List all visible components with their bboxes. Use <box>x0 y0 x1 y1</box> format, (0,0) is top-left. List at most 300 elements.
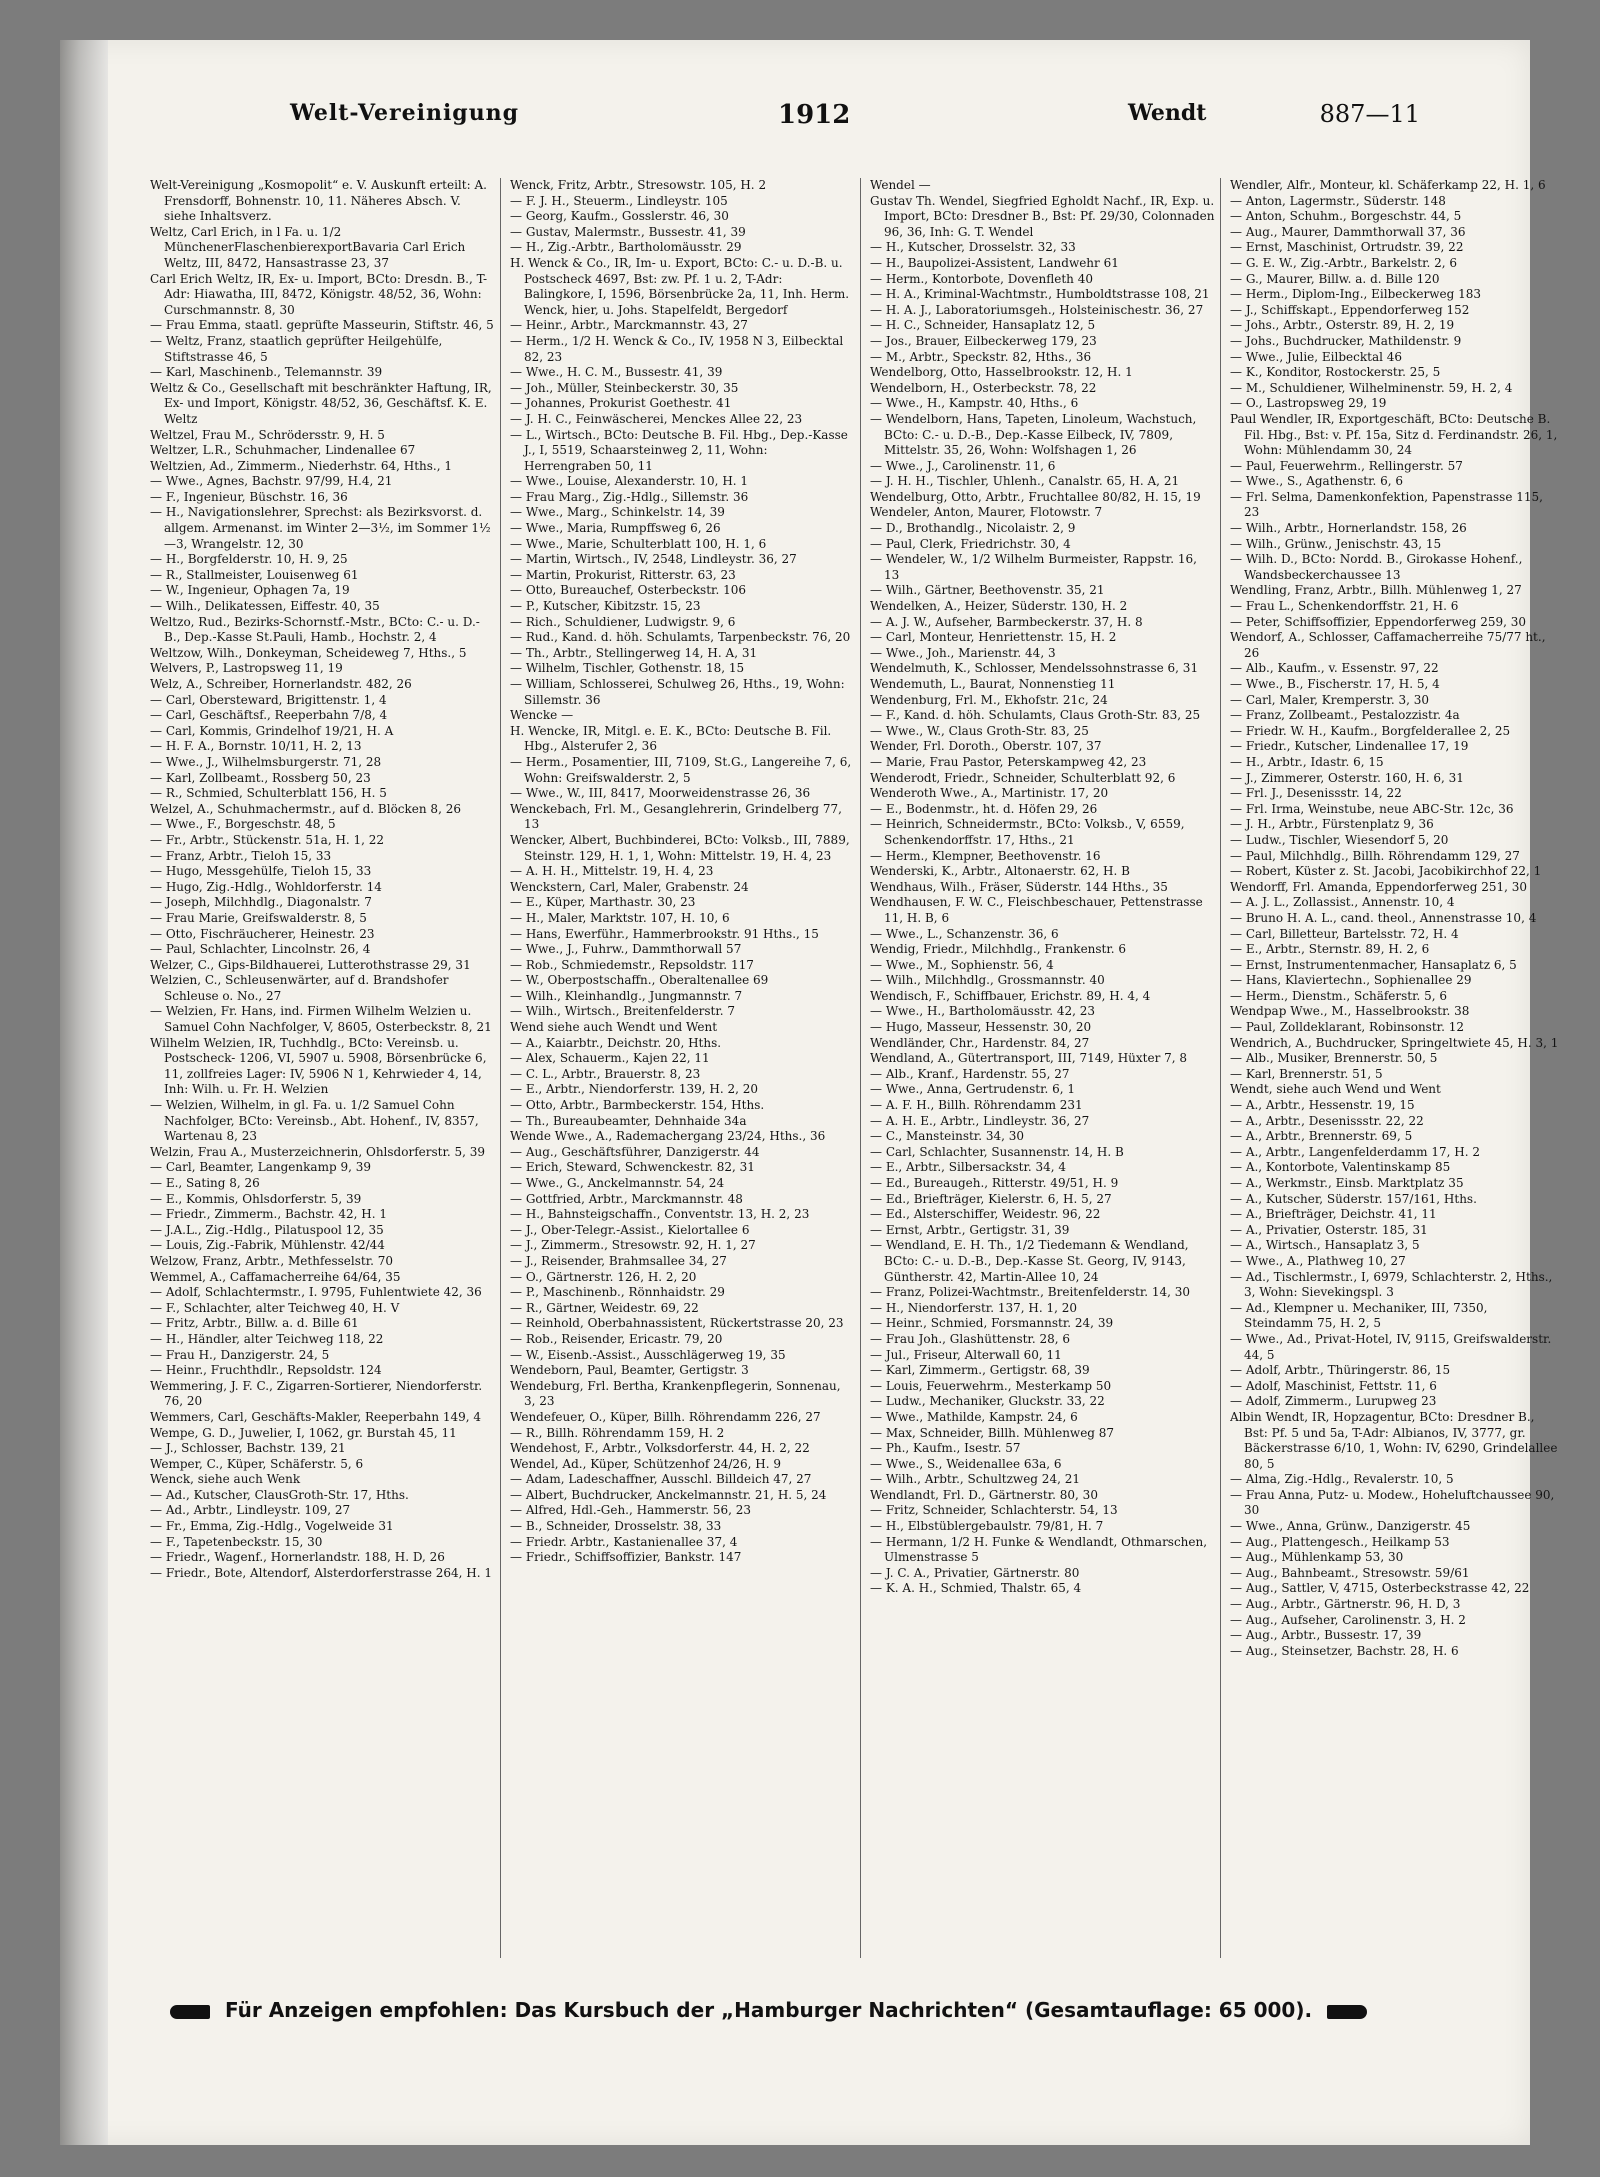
directory-entry: — Wwe., Mathilde, Kampstr. 24, 6 <box>870 1409 1078 1424</box>
directory-entry: — Carl, Obersteward, Brigittenstr. 1, 4 <box>150 692 387 707</box>
directory-entry: — Ed., Alsterschiffer, Weidestr. 96, 22 <box>870 1207 1101 1222</box>
directory-entry: Weltzo, Rud., Bezirks-Schornstf.-Mstr., BCto: C.- u. D.-B., Dep.-Kasse St.Pauli, Hamb., Hochstr. 2, 4 <box>150 614 480 645</box>
directory-entry: — Friedr., Bote, Altendorf, Alsterdorferstrasse 264, H. 1 <box>150 1565 493 1580</box>
directory-entry: — Aug., Arbtr., Bussestr. 17, 39 <box>1230 1628 1422 1643</box>
directory-entry: Wenderoth Wwe., A., Martinistr. 17, 20 <box>870 786 1109 801</box>
directory-entry: — Frau Emma, staatl. geprüfte Masseurin, Stiftstr. 46, 5 <box>150 318 494 333</box>
directory-entry: — K., Konditor, Rostockerstr. 25, 5 <box>1230 365 1441 380</box>
directory-entry: — Frau Anna, Putz- u. Modew., Hoheluftchaussee 90, 30 <box>1230 1487 1555 1518</box>
directory-entry: — H., Niendorferstr. 137, H. 1, 20 <box>870 1300 1077 1315</box>
directory-entry: Wendling, Franz, Arbtr., Billh. Mühlenweg 1, 27 <box>1230 583 1522 598</box>
directory-entry: H. Wencke, IR, Mitgl. e. E. K., BCto: Deutsche B. Fil. Hbg., Alsterufer 2, 36 <box>510 723 832 754</box>
directory-entry: — H., Maler, Marktstr. 107, H. 10, 6 <box>510 910 730 925</box>
directory-entry: — Herm., 1/2 H. Wenck & Co., IV, 1958 N 3, Eilbecktal 82, 23 <box>510 333 844 364</box>
directory-entry: Wendorf, A., Schlosser, Caffamacherreihe 75/77 ht., 26 <box>1230 630 1546 660</box>
directory-entry: — F., Schlachter, alter Teichweg 40, H. V <box>150 1300 400 1315</box>
directory-entry: Wendefeuer, O., Küper, Billh. Röhrendamm 226, 27 <box>510 1409 821 1424</box>
directory-entry: — A., Arbtr., Langenfelderdamm 17, H. 2 <box>1230 1144 1480 1159</box>
directory-entry: — E., Arbtr., Silbersackstr. 34, 4 <box>870 1160 1067 1175</box>
directory-entry: Wemmering, J. F. C., Zigarren-Sortierer, Niendorferstr. 76, 20 <box>150 1378 483 1409</box>
header-right-keyword: Wendt <box>1128 100 1207 126</box>
directory-entry: — Aug., Arbtr., Gärtnerstr. 96, H. D, 3 <box>1230 1597 1461 1612</box>
directory-entry: Wemmers, Carl, Geschäfts-Makler, Reeperbahn 149, 4 <box>150 1409 482 1424</box>
directory-entry: — A. H. H., Mittelstr. 19, H. 4, 23 <box>510 864 714 879</box>
directory-entry: — Reinhold, Oberbahnassistent, Rückertstrasse 20, 23 <box>510 1316 844 1331</box>
directory-entry: — Aug., Mühlenkamp 53, 30 <box>1230 1550 1404 1565</box>
directory-entry: — Max, Schneider, Billh. Mühlenweg 87 <box>870 1425 1115 1440</box>
directory-entry: — Ed., Bureaugeh., Ritterstr. 49/51, H. 9 <box>870 1176 1119 1190</box>
directory-entry: — Franz, Polizei-Wachtmstr., Breitenfelderstr. 14, 30 <box>870 1285 1191 1300</box>
directory-entry: Wendlandt, Frl. D., Gärtnerstr. 80, 30 <box>870 1487 1098 1502</box>
directory-entry: — A. F. H., Billh. Röhrendamm 231 <box>870 1098 1083 1113</box>
directory-entry: — Erich, Steward, Schwenckestr. 82, 31 <box>510 1160 755 1175</box>
directory-entry: — Ernst, Arbtr., Gertigstr. 31, 39 <box>870 1222 1070 1237</box>
directory-entry: — Martin, Wirtsch., IV, 2548, Lindleystr. 36, 27 <box>510 552 797 567</box>
directory-entry: Wendemuth, L., Baurat, Nonnenstieg 11 <box>870 677 1116 691</box>
directory-entry: — Albert, Buchdrucker, Anckelmannstr. 21, H. 5, 24 <box>510 1487 827 1502</box>
directory-entry: — Fritz, Schneider, Schlachterstr. 54, 13 <box>870 1503 1118 1518</box>
directory-entry: — Fr., Emma, Zig.-Hdlg., Vogelweide 31 <box>150 1519 394 1534</box>
directory-entry: — H., Borgfelderstr. 10, H. 9, 25 <box>150 552 348 567</box>
directory-entry: — O., Gärtnerstr. 126, H. 2, 20 <box>510 1269 697 1284</box>
directory-entry: — Weltz, Franz, staatlich geprüfter Heilgehülfe, Stiftstrasse 46, 5 <box>150 333 443 364</box>
directory-entry: — Alex, Schauerm., Kajen 22, 11 <box>510 1051 710 1066</box>
pointing-hand-icon <box>1327 2005 1367 2019</box>
directory-entry: Wenderski, K., Arbtr., Altonaerstr. 62, H. B <box>870 864 1130 879</box>
pointing-hand-icon <box>170 2005 210 2019</box>
directory-entry: — Th., Arbtr., Stellingerweg 14, H. A, 31 <box>510 645 758 660</box>
directory-entry: — E., Bodenmstr., ht. d. Höfen 29, 26 <box>870 801 1098 816</box>
directory-entry: — Carl, Maler, Kremperstr. 3, 30 <box>1230 692 1430 707</box>
directory-entry: — Adolf, Maschinist, Fettstr. 11, 6 <box>1230 1378 1437 1393</box>
directory-entry: — A., Kontorbote, Valentinskamp 85 <box>1230 1160 1451 1175</box>
directory-entry: — Franz, Zollbeamt., Pestalozzistr. 4a <box>1230 708 1460 723</box>
directory-entry: — Wwe., A., Plathweg 10, 27 <box>1230 1253 1406 1268</box>
directory-entry: Wendhaus, Wilh., Fräser, Süderstr. 144 Hths., 35 <box>870 879 1168 894</box>
directory-entry: — H. A. J., Laboratoriumsgeh., Holsteinischestr. 36, 27 <box>870 302 1204 317</box>
directory-entry: — Frau H., Danzigerstr. 24, 5 <box>150 1347 330 1362</box>
page-header <box>290 100 1420 140</box>
directory-entry: — Hugo, Messgehülfe, Tieloh 15, 33 <box>150 864 372 879</box>
directory-entry: — M., Schuldiener, Wilhelminenstr. 59, H. 2, 4 <box>1230 380 1513 395</box>
column-divider <box>860 178 861 1958</box>
directory-entry: — A., Kaiarbtr., Deichstr. 20, Hths. <box>510 1035 722 1050</box>
directory-entry: Wendel — <box>870 178 931 192</box>
directory-entry: — Wwe., Marg., Schinkelstr. 14, 39 <box>510 505 725 520</box>
directory-entry: — J. H., Arbtr., Fürstenplatz 9, 36 <box>1230 817 1434 832</box>
directory-entry: — A., Privatier, Osterstr. 185, 31 <box>1230 1222 1428 1237</box>
directory-entry: — Aug., Bahnbeamt., Stresowstr. 59/61 <box>1230 1565 1470 1580</box>
directory-entry: — Ad., Arbtr., Lindleystr. 109, 27 <box>150 1503 351 1518</box>
directory-entry: — Karl, Zollbeamt., Rossberg 50, 23 <box>150 770 371 785</box>
directory-entry: — Carl, Billetteur, Bartelsstr. 72, H. 4 <box>1230 926 1459 941</box>
directory-entry: — Wilh., Gärtner, Beethovenstr. 35, 21 <box>870 583 1105 598</box>
directory-entry: — Heinrich, Schneidermstr., BCto: Volksb., V, 6559, Schenkendorffstr. 17, Hths., 21 <box>870 817 1185 847</box>
directory-entry: Gustav Th. Wendel, Siegfried Egholdt Nachf., IR, Exp. u. Import, BCto: Dresdner B., Bst: Pf. 29/30, Colonnaden 96, 36, Inh: G. T. Wendel <box>870 193 1215 239</box>
directory-entry: — Paul, Zolldeklarant, Robinsonstr. 12 <box>1230 1020 1464 1035</box>
directory-entry: — Welzien, Wilhelm, in gl. Fa. u. 1/2 Samuel Cohn Nachfolger, BCto: Vereinsb., Abt. Hohenf., IV, 8357, Wartenau 8, 23 <box>150 1098 479 1144</box>
directory-entry: Wendig, Friedr., Milchhdlg., Frankenstr. 6 <box>870 942 1127 957</box>
directory-entry: Wemper, C., Küper, Schäferstr. 5, 6 <box>150 1456 364 1471</box>
directory-entry: — Frau L., Schenkendorffstr. 21, H. 6 <box>1230 599 1459 614</box>
directory-entry: — Otto, Fischräucherer, Heinestr. 23 <box>150 926 375 941</box>
directory-entry: Weltzer, L.R., Schuhmacher, Lindenallee 67 <box>150 443 416 458</box>
footer-text: Für Anzeigen empfohlen: Das Kursbuch der „Hamburger Nachrichten“ (Gesamtauflage: 65 000). <box>224 1998 1313 2022</box>
directory-entry: — E., Arbtr., Niendorferstr. 139, H. 2, 20 <box>510 1082 759 1097</box>
directory-entry: — H., Bahnsteigschaffn., Conventstr. 13, H. 2, 23 <box>510 1207 810 1222</box>
directory-entry: Wendelburg, Otto, Arbtr., Fruchtallee 80/82, H. 15, 19 <box>870 489 1201 504</box>
directory-entry: — G., Maurer, Billw. a. d. Bille 120 <box>1230 271 1440 286</box>
directory-entry: — P., Maschinenb., Rönnhaidstr. 29 <box>510 1285 725 1300</box>
directory-entry: — Wilh., Arbtr., Hornerlandstr. 158, 26 <box>1230 521 1467 536</box>
directory-entry: — Otto, Arbtr., Barmbeckerstr. 154, Hths. <box>510 1098 765 1113</box>
header-left-keyword: Welt-Vereinigung <box>290 100 520 126</box>
directory-entry: — Wwe., Agnes, Bachstr. 97/99, H.4, 21 <box>150 474 393 489</box>
directory-entry: — R., Billh. Röhrendamm 159, H. 2 <box>510 1425 725 1440</box>
directory-entry: — J., Schlosser, Bachstr. 139, 21 <box>150 1441 346 1456</box>
directory-entry: — Wwe., W., Claus Groth-Str. 83, 25 <box>870 723 1089 738</box>
directory-entry: Wencke — <box>510 708 574 723</box>
directory-entry: — M., Arbtr., Speckstr. 82, Hths., 36 <box>870 349 1092 364</box>
directory-entry: — J., Ober-Telegr.-Assist., Kielortallee 6 <box>510 1222 750 1237</box>
directory-entry: — Wendeler, W., 1/2 Wilhelm Burmeister, Rappstr. 16, 13 <box>870 552 1197 582</box>
directory-entry: — A., Arbtr., Hessenstr. 19, 15 <box>1230 1098 1415 1113</box>
directory-entry: — P., Kutscher, Kibitzstr. 15, 23 <box>510 599 701 614</box>
directory-entry: — Rud., Kand. d. höh. Schulamts, Tarpenbeckstr. 76, 20 <box>510 630 851 645</box>
directory-entry: — Paul, Milchhdlg., Billh. Röhrendamm 129, 27 <box>1230 848 1520 863</box>
directory-entry: — J., Reisender, Brahmsallee 34, 27 <box>510 1253 727 1268</box>
directory-entry: Wenckebach, Frl. M., Gesanglehrerin, Grindelberg 77, 13 <box>510 801 842 832</box>
directory-entry: — Aug., Plattengesch., Heilkamp 53 <box>1230 1534 1450 1549</box>
directory-entry: — Joseph, Milchhdlg., Diagonalstr. 7 <box>150 895 372 910</box>
directory-entry: H. Wenck & Co., IR, Im- u. Export, BCto: C.- u. D.-B. u. Postscheck 4697, Bst: zw. Pf. 1 u. 2, T-Adr: Balingkore, I, 1596, Börsenbrücke 2a, 11, Inh. Herm. Wenck, hier, u. Johs. Stapelfeldt, Bergedorf <box>510 255 850 317</box>
directory-entry: Wendelborn, H., Osterbeckstr. 78, 22 <box>870 380 1097 395</box>
directory-entry: — O., Lastropsweg 29, 19 <box>1230 396 1387 411</box>
directory-entry: — Paul, Clerk, Friedrichstr. 30, 4 <box>870 536 1071 551</box>
directory-entry: — R., Stallmeister, Louisenweg 61 <box>150 567 359 582</box>
directory-entry: — Wwe., H., Kampstr. 40, Hths., 6 <box>870 396 1079 411</box>
directory-entry: — Franz, Arbtr., Tieloh 15, 33 <box>150 848 332 863</box>
directory-entry: — R., Gärtner, Weidestr. 69, 22 <box>510 1300 699 1315</box>
directory-entry: Welzin, Frau A., Musterzeichnerin, Ohlsdorferstr. 5, 39 <box>150 1144 486 1159</box>
directory-entry: — Herm., Dienstm., Schäferstr. 5, 6 <box>1230 988 1448 1003</box>
directory-entry: — E., Arbtr., Sternstr. 89, H. 2, 6 <box>1230 942 1430 957</box>
directory-entry: — Aug., Geschäftsführer, Danzigerstr. 44 <box>510 1144 760 1159</box>
directory-entry: — Herm., Kontorbote, Dovenfleth 40 <box>870 271 1093 286</box>
directory-entry: Welzer, C., Gips-Bildhauerei, Lutterothstrasse 29, 31 <box>150 957 471 972</box>
directory-entry: — Hermann, 1/2 H. Funke & Wendlandt, Othmarschen, Ulmenstrasse 5 <box>870 1534 1208 1565</box>
directory-entry: — Wilh., Grünw., Jenischstr. 43, 15 <box>1230 536 1442 551</box>
directory-entry: — Ernst, Maschinist, Ortrudstr. 39, 22 <box>1230 240 1464 255</box>
directory-entry: — F., Tapetenbeckstr. 15, 30 <box>150 1534 323 1549</box>
directory-entry: — W., Oberpostschaffn., Oberaltenallee 69 <box>510 973 769 988</box>
directory-entry: Wender, Frl. Doroth., Oberstr. 107, 37 <box>870 739 1102 754</box>
directory-entry: — B., Schneider, Drosselstr. 38, 33 <box>510 1519 722 1534</box>
directory-entry: — A. J. W., Aufseher, Barmbeckerstr. 37, H. 8 <box>870 614 1143 629</box>
directory-entry: — L., Wirtsch., BCto: Deutsche B. Fil. Hbg., Dep.-Kasse J., I, 5519, Schaarsteinweg 2, 11, Wohn: Herrengraben 50, 11 <box>510 427 848 473</box>
directory-entry: — A., Wirtsch., Hansaplatz 3, 5 <box>1230 1238 1420 1253</box>
directory-entry: Wendelmuth, K., Schlosser, Mendelssohnstrasse 6, 31 <box>870 661 1199 676</box>
directory-entry: — Carl, Monteur, Henriettenstr. 15, H. 2 <box>870 630 1117 645</box>
directory-entry: — G. E. W., Zig.-Arbtr., Barkelstr. 2, 6 <box>1230 255 1458 270</box>
directory-entry: — William, Schlosserei, Schulweg 26, Hths., 19, Wohn: Sillemstr. 36 <box>510 677 845 707</box>
directory-entry: Weltzel, Frau M., Schrödersstr. 9, H. 5 <box>150 427 385 442</box>
directory-entry: — Gottfried, Arbtr., Marckmannstr. 48 <box>510 1191 743 1206</box>
directory-entry: — Paul, Schlachter, Lincolnstr. 26, 4 <box>150 942 371 957</box>
directory-entry: — Hans, Ewerführ., Hammerbrookstr. 91 Hths., 15 <box>510 926 819 941</box>
directory-entry: Wendehost, F., Arbtr., Volksdorferstr. 44, H. 2, 22 <box>510 1441 810 1456</box>
directory-entry: — Frau Marie, Greifswalderstr. 8, 5 <box>150 910 367 925</box>
directory-entry: — Heinr., Arbtr., Marckmannstr. 43, 27 <box>510 318 748 333</box>
directory-entry: — Friedr., Kutscher, Lindenallee 17, 19 <box>1230 739 1469 754</box>
directory-entry: Wendler, Alfr., Monteur, kl. Schäferkamp 22, H. 1, 6 <box>1230 178 1546 192</box>
directory-entry: — Carl, Geschäftsf., Reeperbahn 7/8, 4 <box>150 708 388 723</box>
directory-entry: — Herm., Posamentier, III, 7109, St.G., Langereihe 7, 6, Wohn: Greifswalderstr. 2, 5 <box>510 754 852 785</box>
directory-entry: — W., Eisenb.-Assist., Ausschlägerweg 19, 35 <box>510 1347 786 1362</box>
directory-entry: — Alb., Kaufm., v. Essenstr. 97, 22 <box>1230 661 1439 676</box>
directory-entry: — Friedr., Zimmerm., Bachstr. 42, H. 1 <box>150 1207 388 1222</box>
directory-entry: — Hugo, Masseur, Hessenstr. 30, 20 <box>870 1020 1092 1035</box>
directory-entry: — Friedr. Arbtr., Kastanienallee 37, 4 <box>510 1534 738 1549</box>
directory-entry: — J.A.L., Zig.-Hdlg., Pilatuspool 12, 35 <box>150 1222 384 1237</box>
directory-entry: — Jul., Friseur, Alterwall 60, 11 <box>870 1347 1062 1362</box>
directory-entry: — Louis, Feuerwehrm., Mesterkamp 50 <box>870 1378 1112 1393</box>
directory-entry: — Wwe., F., Borgeschstr. 48, 5 <box>150 817 336 832</box>
directory-entry: — Robert, Küster z. St. Jacobi, Jacobikirchhof 22, 1 <box>1230 864 1542 879</box>
directory-entry: — Frl. Selma, Damenkonfektion, Papenstrasse 115, 23 <box>1230 489 1543 520</box>
directory-entry: — Frau Marg., Zig.-Hdlg., Sillemstr. 36 <box>510 489 749 504</box>
directory-entry: — Karl, Zimmerm., Gertigstr. 68, 39 <box>870 1363 1090 1378</box>
directory-entry: — H. A., Kriminal-Wachtmstr., Humboldtstrasse 108, 21 <box>870 287 1210 302</box>
directory-entry: Wenderodt, Friedr., Schneider, Schulterblatt 92, 6 <box>870 770 1176 785</box>
directory-entry: — A., Werkmstr., Einsb. Marktplatz 35 <box>1230 1176 1464 1190</box>
directory-entry: — A., Kutscher, Süderstr. 157/161, Hths. <box>1230 1191 1477 1206</box>
directory-entry: — J. H. H., Tischler, Uhlenh., Canalstr. 65, H. A, 21 <box>870 474 1180 489</box>
directory-entry: — Frau Joh., Glashüttenstr. 28, 6 <box>870 1331 1071 1346</box>
column-divider <box>500 178 501 1958</box>
directory-entry: — Ludw., Tischler, Wiesendorf 5, 20 <box>1230 832 1449 847</box>
directory-entry: Wendelken, A., Heizer, Süderstr. 130, H. 2 <box>870 599 1128 614</box>
directory-entry: — H., Händler, alter Teichweg 118, 22 <box>150 1331 384 1346</box>
directory-entry: — Fr., Arbtr., Stückenstr. 51a, H. 1, 22 <box>150 832 385 847</box>
directory-entry: — E., Kommis, Ohlsdorferstr. 5, 39 <box>150 1191 362 1206</box>
directory-entry: — Wwe., Joh., Marienstr. 44, 3 <box>870 645 1056 660</box>
directory-entry: Carl Erich Weltz, IR, Ex- u. Import, BCto: Dresdn. B., T-Adr: Hiawatha, III, 8472, Königstr. 48/52, 36, Wohn: Curschmannstr. 8, 30 <box>150 271 488 317</box>
directory-entry: — Wwe., Anna, Gertrudenstr. 6, 1 <box>870 1082 1076 1097</box>
directory-entry: Wendeler, Anton, Maurer, Flotowstr. 7 <box>870 505 1103 520</box>
directory-entry: — Rich., Schuldiener, Ludwigstr. 9, 6 <box>510 614 736 629</box>
directory-entry: — Johs., Buchdrucker, Mathildenstr. 9 <box>1230 333 1462 348</box>
directory-entry: — Heinr., Fruchthdlr., Repsoldstr. 124 <box>150 1363 382 1378</box>
directory-entry: — Friedr. W. H., Kaufm., Borgfelderallee 2, 25 <box>1230 723 1511 738</box>
directory-entry: Weltz, Carl Erich, in l Fa. u. 1/2 MünchenerFlaschenbierexportBavaria Carl Erich Weltz, III, 8472, Hansastrasse 23, 37 <box>150 224 466 270</box>
directory-entry: — Wwe., S., Weidenallee 63a, 6 <box>870 1456 1062 1471</box>
directory-entry: — Wilh., Kleinhandlg., Jungmannstr. 7 <box>510 988 743 1003</box>
directory-entry: — Wwe., Marie, Schulterblatt 100, H. 1, 6 <box>510 536 767 551</box>
directory-entry: — J., Schiffskapt., Eppendorferweg 152 <box>1230 302 1470 317</box>
directory-entry: — Marie, Frau Pastor, Peterskampweg 42, 23 <box>870 754 1147 769</box>
directory-column-3 <box>870 178 1215 1968</box>
directory-entry: — Friedr., Schiffsoffizier, Bankstr. 147 <box>510 1550 742 1565</box>
directory-entry: — H., Arbtr., Idastr. 6, 15 <box>1230 754 1384 769</box>
directory-entry: — Wwe., L., Schanzenstr. 36, 6 <box>870 926 1059 941</box>
directory-entry: — Otto, Bureauchef, Osterbeckstr. 106 <box>510 583 746 598</box>
directory-entry: — Wwe., W., III, 8417, Moorweidenstrasse 26, 36 <box>510 786 811 801</box>
header-year: 1912 <box>778 100 851 130</box>
directory-entry: — Gustav, Malermstr., Bussestr. 41, 39 <box>510 224 746 239</box>
directory-entry: Wencker, Albert, Buchbinderei, BCto: Volksb., III, 7889, Steinstr. 129, H. 1, 1, Wohn: Mittelstr. 19, H. 4, 23 <box>510 832 850 863</box>
directory-entry: — Georg, Kaufm., Gosslerstr. 46, 30 <box>510 209 729 224</box>
directory-entry: — Adolf, Arbtr., Thüringerstr. 86, 15 <box>1230 1363 1451 1378</box>
directory-entry: — H., Zig.-Arbtr., Bartholomäusstr. 29 <box>510 240 742 255</box>
directory-entry: — Wwe., Anna, Grünw., Danzigerstr. 45 <box>1230 1519 1471 1534</box>
directory-entry: — Wwe., J., Wilhelmsburgerstr. 71, 28 <box>150 754 382 769</box>
directory-entry: — Carl, Kommis, Grindelhof 19/21, H. A <box>150 723 394 738</box>
directory-entry: Welvers, P., Lastropsweg 11, 19 <box>150 661 343 676</box>
directory-entry: Welzel, A., Schuhmachermstr., auf d. Blöcken 8, 26 <box>150 801 461 816</box>
directory-entry: — J. C. A., Privatier, Gärtnerstr. 80 <box>870 1565 1080 1580</box>
directory-entry: Wemmel, A., Caffamacherreihe 64/64, 35 <box>150 1269 401 1284</box>
directory-entry: — Rob., Reisender, Ericastr. 79, 20 <box>510 1331 723 1346</box>
directory-entry: — A., Arbtr., Desenissstr. 22, 22 <box>1230 1113 1424 1128</box>
directory-entry: — H., Kutscher, Drosselstr. 32, 33 <box>870 240 1076 255</box>
directory-entry: — Ed., Briefträger, Kielerstr. 6, H. 5, 27 <box>870 1191 1112 1206</box>
directory-entry: — Aug., Sattler, V, 4715, Osterbeckstrasse 42, 22 <box>1230 1581 1530 1596</box>
directory-entry: Wendel, Ad., Küper, Schützenhof 24/26, H. 9 <box>510 1456 782 1471</box>
directory-entry: — Wilh., Arbtr., Schultzweg 24, 21 <box>870 1472 1080 1487</box>
directory-entry: — Adolf, Zimmerm., Lurupweg 23 <box>1230 1394 1437 1409</box>
book-binding-shadow <box>60 40 108 2145</box>
directory-entry: — Alb., Kranf., Hardenstr. 55, 27 <box>870 1066 1070 1081</box>
directory-entry: Wendländer, Chr., Hardenstr. 84, 27 <box>870 1035 1090 1050</box>
directory-entry: Wendelborg, Otto, Hasselbrookstr. 12, H. 1 <box>870 365 1133 380</box>
directory-entry: — J., Zimmerer, Osterstr. 160, H. 6, 31 <box>1230 770 1464 785</box>
directory-column-4 <box>1230 178 1560 1968</box>
directory-entry: Wendorff, Frl. Amanda, Eppendorferweg 251, 30 <box>1230 879 1528 894</box>
directory-entry: — Martin, Prokurist, Ritterstr. 63, 23 <box>510 567 736 582</box>
directory-entry: — Wwe., J., Fuhrw., Dammthorwall 57 <box>510 942 742 957</box>
directory-entry: — Ludw., Mechaniker, Gluckstr. 33, 22 <box>870 1394 1105 1409</box>
directory-entry: — Wendelborn, Hans, Tapeten, Linoleum, Wachstuch, BCto: C.- u. D.-B., Dep.-Kasse Eilbeck, IV, 7809, Mittelstr. 35, 26, Wohn: Wolfshagen 1, 26 <box>870 411 1197 458</box>
directory-entry: Wendisch, F., Schiffbauer, Erichstr. 89, H. 4, 4 <box>870 988 1151 1003</box>
directory-entry: Wendenburg, Frl. M., Ekhofstr. 21c, 24 <box>870 692 1108 707</box>
directory-entry: — Hans, Klaviertechn., Sophienallee 29 <box>1230 973 1472 988</box>
directory-entry: — Adolf, Schlachtermstr., I. 9795, Fuhlentwiete 42, 36 <box>150 1285 482 1300</box>
directory-entry: — E., Sating 8, 26 <box>150 1176 260 1190</box>
directory-entry: — A. J. L., Zollassist., Annenstr. 10, 4 <box>1230 895 1455 910</box>
directory-entry: — Louis, Zig.-Fabrik, Mühlenstr. 42/44 <box>150 1238 385 1253</box>
directory-entry: Wendland, A., Gütertransport, III, 7149, Hüxter 7, 8 <box>870 1051 1188 1066</box>
directory-entry: — H., Elbstüblergebaulstr. 79/81, H. 7 <box>870 1519 1104 1534</box>
directory-entry: — Frl. J., Desenissstr. 14, 22 <box>1230 786 1402 801</box>
directory-entry: — Alfred, Hdl.-Geh., Hammerstr. 56, 23 <box>510 1503 752 1518</box>
directory-entry: — Wwe., M., Sophienstr. 56, 4 <box>870 957 1054 972</box>
directory-entry: Albin Wendt, IR, Hopzagentur, BCto: Dresdner B., Bst: Pf. 5 und 5a, T-Adr: Albianos, IV, 3777, gr. Bäckerstrasse 6/10, 1, Wohn: IV, 6290, Grindelallee 80, 5 <box>1230 1409 1558 1471</box>
directory-entry: — Wwe., J., Carolinenstr. 11, 6 <box>870 458 1056 473</box>
directory-entry: — Karl, Brennerstr. 51, 5 <box>1230 1066 1383 1081</box>
directory-entry: Wend siehe auch Wendt und Went <box>510 1020 718 1035</box>
directory-entry: — Wwe., Louise, Alexanderstr. 10, H. 1 <box>510 474 749 489</box>
directory-entry: — Wwe., H. C. M., Bussestr. 41, 39 <box>510 365 723 380</box>
directory-entry: — A. H. E., Arbtr., Lindleystr. 36, 27 <box>870 1113 1090 1128</box>
directory-entry: — Johannes, Prokurist Goethestr. 41 <box>510 396 732 411</box>
directory-entry: — Wwe., H., Bartholomäusstr. 42, 23 <box>870 1004 1096 1019</box>
directory-entry: — A., Arbtr., Brennerstr. 69, 5 <box>1230 1129 1413 1144</box>
directory-entry: — F., Kand. d. höh. Schulamts, Claus Groth-Str. 83, 25 <box>870 708 1201 723</box>
directory-entry: Weltzow, Wilh., Donkeyman, Scheideweg 7, Hths., 5 <box>150 645 467 660</box>
directory-entry: Weltzien, Ad., Zimmerm., Niederhstr. 64, Hths., 1 <box>150 458 452 473</box>
directory-entry: — H., Navigationslehrer, Sprechst: als Bezirksvorst. d. allgem. Armenanst. im Winter 2—3½, im Sommer 1½—3, Wrangelstr. 12, 30 <box>150 505 491 551</box>
directory-entry: — Frl. Irma, Weinstube, neue ABC-Str. 12c, 36 <box>1230 801 1514 816</box>
directory-entry: — E., Küper, Marthastr. 30, 23 <box>510 895 696 910</box>
page-number: 887—11 <box>1319 100 1420 128</box>
directory-entry: — Aug., Maurer, Dammthorwall 37, 36 <box>1230 224 1466 239</box>
directory-entry: — W., Ingenieur, Ophagen 7a, 19 <box>150 583 350 598</box>
directory-entry: Wendt, siehe auch Wend und Went <box>1230 1082 1441 1097</box>
directory-entry: — Aug., Aufseher, Carolinenstr. 3, H. 2 <box>1230 1612 1466 1627</box>
directory-entry: — J. H. C., Feinwäscherei, Menckes Allee 22, 23 <box>510 411 803 426</box>
directory-entry: — A., Briefträger, Deichstr. 41, 11 <box>1230 1207 1437 1222</box>
directory-entry: Wenck, siehe auch Wenk <box>150 1472 301 1487</box>
directory-entry: — Alb., Musiker, Brennerstr. 50, 5 <box>1230 1051 1438 1066</box>
directory-entry: — Ernst, Instrumentenmacher, Hansaplatz 6, 5 <box>1230 957 1517 972</box>
directory-entry: — Wilh. D., BCto: Nordd. B., Girokasse Hohenf., Wandsbeckerchaussee 13 <box>1230 552 1523 582</box>
directory-entry: — Rob., Schmiedemstr., Repsoldstr. 117 <box>510 957 754 972</box>
directory-entry: — Wilhelm, Tischler, Gothenstr. 18, 15 <box>510 661 745 676</box>
directory-entry: — Wwe., B., Fischerstr. 17, H. 5, 4 <box>1230 677 1440 691</box>
directory-entry: Wendeburg, Frl. Bertha, Krankenpflegerin, Sonnenau, 3, 23 <box>510 1378 841 1409</box>
directory-entry: — Carl, Beamter, Langenkamp 9, 39 <box>150 1160 371 1175</box>
directory-entry: — Th., Bureaubeamter, Dehnhaide 34a <box>510 1113 747 1128</box>
directory-entry: Welzien, C., Schleusenwärter, auf d. Brandshofer Schleuse o. No., 27 <box>150 973 449 1003</box>
directory-entry: Wenck, Fritz, Arbtr., Stresowstr. 105, H. 2 <box>510 178 767 192</box>
directory-entry: — Friedr., Wagenf., Hornerlandstr. 188, H. D, 26 <box>150 1550 445 1565</box>
directory-entry: — Peter, Schiffsoffizier, Eppendorferweg 259, 30 <box>1230 614 1527 629</box>
directory-entry: — J., Zimmerm., Stresowstr. 92, H. 1, 27 <box>510 1238 756 1253</box>
directory-entry: Welt-Vereinigung „Kosmopolit“ e. V. Auskunft erteilt: A. Frensdorff, Bohnenstr. 10, 11. Näheres Absch. V. siehe Inhaltsverz. <box>150 178 487 224</box>
directory-entry: — Ad., Kutscher, ClausGroth-Str. 17, Hths. <box>150 1487 409 1502</box>
directory-entry: — F., Ingenieur, Büschstr. 16, 36 <box>150 489 348 504</box>
directory-entry: — Adam, Ladeschaffner, Ausschl. Billdeich 47, 27 <box>510 1472 812 1487</box>
directory-entry: — D., Brothandlg., Nicolaistr. 2, 9 <box>870 521 1076 536</box>
directory-entry: Wendrich, A., Buchdrucker, Springeltwiete 45, H. 3, 1 <box>1230 1035 1559 1050</box>
directory-entry: — Aug., Steinsetzer, Bachstr. 28, H. 6 <box>1230 1643 1459 1658</box>
directory-entry: Welz, A., Schreiber, Hornerlandstr. 482, 26 <box>150 677 412 691</box>
directory-entry: — Herm., Klempner, Beethovenstr. 16 <box>870 848 1101 863</box>
column-divider <box>1220 178 1221 1958</box>
directory-entry: Wendhausen, F. W. C., Fleischbeschauer, Pettenstrasse 11, H. B, 6 <box>870 895 1203 925</box>
directory-entry: — Joh., Müller, Steinbeckerstr. 30, 35 <box>510 380 739 395</box>
advertisement-footer <box>170 1998 1430 2028</box>
directory-entry: — H. C., Schneider, Hansaplatz 12, 5 <box>870 318 1096 333</box>
directory-entry: — H., Baupolizei-Assistent, Landwehr 61 <box>870 255 1119 270</box>
directory-entry: — C. L., Arbtr., Brauerstr. 8, 23 <box>510 1066 701 1081</box>
directory-entry: — Alma, Zig.-Hdlg., Revalerstr. 10, 5 <box>1230 1472 1454 1487</box>
directory-entry: — C., Mansteinstr. 34, 30 <box>870 1129 1025 1144</box>
directory-entry: — Heinr., Schmied, Forsmannstr. 24, 39 <box>870 1316 1114 1331</box>
directory-entry: — Wwe., Maria, Rumpffsweg 6, 26 <box>510 521 721 536</box>
directory-entry: — Wwe., Julie, Eilbecktal 46 <box>1230 349 1403 364</box>
directory-entry: — R., Schmied, Schulterblatt 156, H. 5 <box>150 786 387 801</box>
directory-entry: — Welzien, Fr. Hans, ind. Firmen Wilhelm Welzien u. Samuel Cohn Nachfolger, V, 8605, Osterbeckstr. 8, 21 <box>150 1004 492 1035</box>
directory-entry: — Herm., Diplom-Ing., Eilbeckerweg 183 <box>1230 287 1481 302</box>
directory-entry: Paul Wendler, IR, Exportgeschäft, BCto: Deutsche B. Fil. Hbg., Bst: v. Pf. 15a, Sitz d. Ferdinandstr. 26, 1, Wohn: Mühlendamm 30, 24 <box>1230 411 1558 458</box>
directory-entry: — Paul, Feuerwehrm., Rellingerstr. 57 <box>1230 458 1463 473</box>
directory-entry: — Ph., Kaufm., Isestr. 57 <box>870 1441 1021 1456</box>
directory-entry: — Anton, Schuhm., Borgeschstr. 44, 5 <box>1230 209 1462 224</box>
directory-entry: — Fritz, Arbtr., Billw. a. d. Bille 61 <box>150 1316 359 1331</box>
directory-entry: — Ad., Tischlermstr., I, 6979, Schlachterstr. 2, Hths., 3, Wohn: Sievekingspl. 3 <box>1230 1269 1553 1300</box>
